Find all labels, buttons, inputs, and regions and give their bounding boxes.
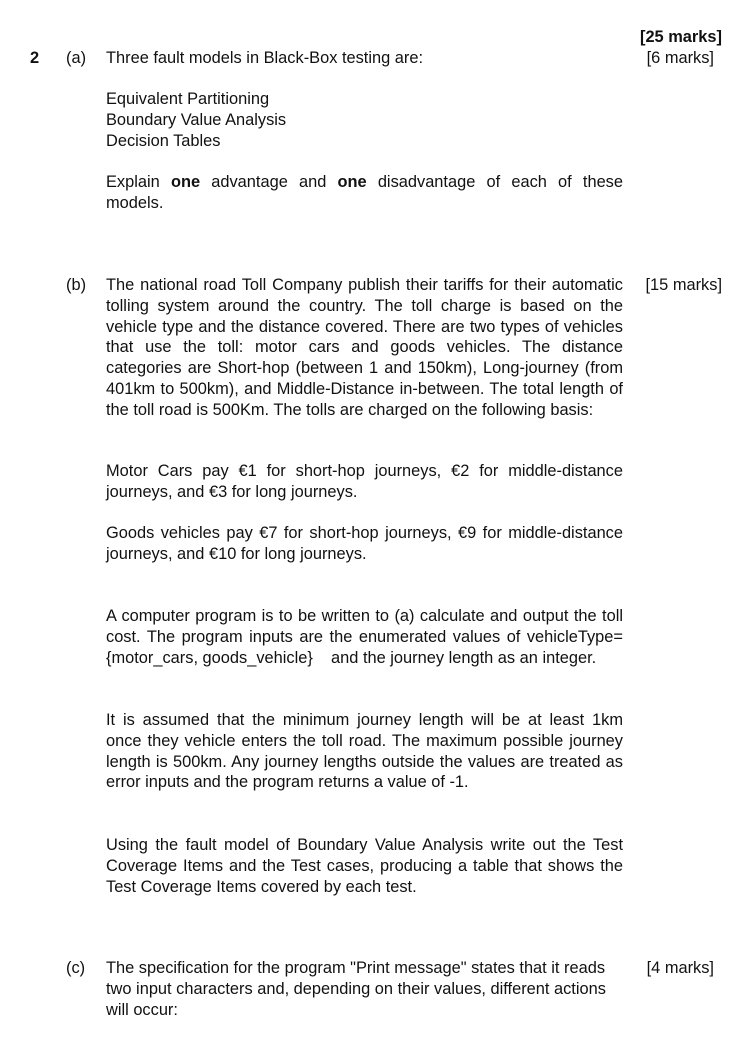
part-b-label: (b) [66, 276, 87, 294]
part-a-task: Explain one advantage and one disadvantage of each of these models. [106, 173, 623, 212]
part-b-paragraph-3: Goods vehicles pay €7 for short-hop journeys, €9 for middle-distance journeys, and €10 for long journeys. [106, 524, 623, 563]
model-item: Boundary Value Analysis [106, 110, 287, 129]
model-item: Decision Tables [106, 131, 221, 150]
model-item: Equivalent Partitioning [106, 90, 270, 108]
emphasis: one [170, 173, 201, 191]
part-b-paragraph-6: Using the fault model of Boundary Value Analysis write out the Test Coverage Items and the Test cases, producing a table that shows the Test Coverage Items covered by each test. [106, 836, 623, 896]
part-b-paragraph-2: Motor Cars pay €1 for short-hop journeys, €2 for middle-distance journeys, and €3 for long journeys. [106, 462, 623, 501]
part-c-marks: [4 marks] [646, 959, 714, 977]
part-c-label: (c) [66, 959, 86, 977]
part-a-intro: Three fault models in Black-Box testing are: [106, 49, 424, 67]
part-b-paragraph-4: A computer program is to be written to (a) calculate and output the toll cost. The program inputs are the enumerated values of vehicleType={motor_cars, goods_vehicle} and the journey length as an integer. [106, 607, 628, 667]
total-marks: [25 marks] [639, 28, 722, 46]
part-b-marks: [15 marks] [645, 276, 722, 294]
part-b-paragraph-1: The national road Toll Company publish their tariffs for their automatic tolling system around the country. The toll charge is based on the vehicle type and the distance covered. There are two types of vehicles that use the toll: motor cars and goods vehicles. The distance categories are Short-hop (between 1 and 150km), Long-journey (from 401km to 500km), and Middle-Distance in-between. The total length of the toll road is 500Km. The tolls are charged on the following basis: [106, 276, 623, 419]
part-c-paragraph-1: The specification for the program "Print message" states that it reads two input characters and, depending on their values, different actions will occur: [106, 959, 606, 1019]
part-a-marks: [6 marks] [646, 49, 714, 67]
emphasis: one [337, 173, 367, 191]
question-number: 2 [30, 49, 40, 67]
part-b-paragraph-5: It is assumed that the minimum journey length will be at least 1km once they vehicle enters the toll road. The maximum possible journey length is 500km. Any journey lengths outside the values are treated as error inputs and the program returns a value of -1. [106, 711, 623, 792]
model-list [106, 89, 286, 151]
part-a-label: (a) [66, 49, 87, 67]
